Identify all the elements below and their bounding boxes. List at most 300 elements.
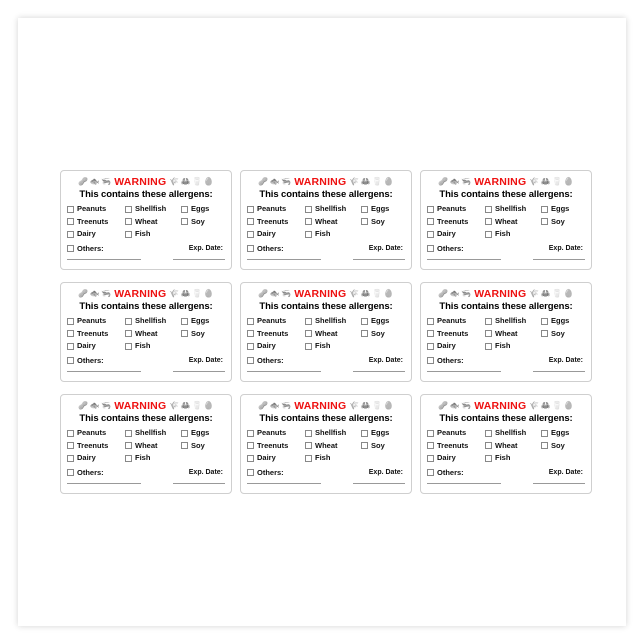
wheat-icon: 🌾 xyxy=(349,177,360,186)
label-subtitle: This contains these allergens: xyxy=(439,413,573,424)
allergen-item-dairy[interactable] xyxy=(427,340,485,353)
exp-date-write-line[interactable] xyxy=(173,483,225,484)
allergen-item-peanuts[interactable] xyxy=(427,315,485,328)
allergen-item-eggs[interactable] xyxy=(361,427,407,440)
checkbox-peanuts[interactable] xyxy=(427,430,434,437)
allergen-warning-label[interactable] xyxy=(420,394,592,494)
allergen-warning-label[interactable] xyxy=(60,282,232,382)
allergen-item-soy[interactable] xyxy=(361,216,407,229)
label-cell[interactable] xyxy=(416,388,596,500)
exp-date-write-line[interactable] xyxy=(533,259,585,260)
allergen-item-treenuts[interactable] xyxy=(427,328,485,341)
allergen-item-eggs[interactable] xyxy=(541,427,587,440)
exp-date-write-line[interactable] xyxy=(533,483,585,484)
checkbox-eggs[interactable] xyxy=(541,430,548,437)
others-write-line[interactable] xyxy=(427,259,501,260)
allergen-warning-label[interactable] xyxy=(240,170,412,270)
others-row xyxy=(67,356,225,365)
allergen-label: Treenuts xyxy=(257,440,289,450)
peanut-icon: 🥜 xyxy=(258,177,269,186)
allergen-label: Wheat xyxy=(315,328,338,338)
allergen-item-fish[interactable] xyxy=(125,340,181,353)
fish-icon: 🐟 xyxy=(89,401,100,410)
checkbox-soy[interactable] xyxy=(361,330,368,337)
allergen-label: Treenuts xyxy=(77,216,109,226)
allergen-item-treenuts[interactable] xyxy=(67,440,125,453)
checkbox-treenuts[interactable] xyxy=(427,218,434,225)
others-row xyxy=(67,244,225,253)
allergen-item-peanuts[interactable] xyxy=(427,427,485,440)
allergen-item-peanuts[interactable] xyxy=(427,203,485,216)
allergen-label: Treenuts xyxy=(257,216,289,226)
allergen-item-peanuts[interactable] xyxy=(67,427,125,440)
allergen-item-dairy[interactable] xyxy=(427,228,485,241)
warning-text: WARNING xyxy=(114,288,167,300)
allergen-item-fish[interactable] xyxy=(305,452,361,465)
checkbox-shellfish[interactable] xyxy=(125,430,132,437)
checkbox-others[interactable] xyxy=(427,245,434,252)
allergen-checklist xyxy=(67,427,225,465)
allergen-label: Wheat xyxy=(495,440,518,450)
allergen-label: Dairy xyxy=(77,341,96,351)
allergen-checklist xyxy=(67,315,225,353)
checkbox-wheat[interactable] xyxy=(125,218,132,225)
allergen-label: Soy xyxy=(371,328,385,338)
checkbox-eggs[interactable] xyxy=(361,430,368,437)
checkbox-soy[interactable] xyxy=(181,218,188,225)
milk-icon: 🥛 xyxy=(372,401,383,410)
allergen-item-soy[interactable] xyxy=(361,328,407,341)
allergen-icons-left xyxy=(438,402,471,410)
checkbox-soy[interactable] xyxy=(181,330,188,337)
checkbox-treenuts[interactable] xyxy=(67,330,74,337)
allergen-label: Fish xyxy=(315,453,331,463)
allergen-item-soy[interactable] xyxy=(181,328,227,341)
allergen-item-wheat[interactable] xyxy=(305,216,361,229)
allergen-item-dairy[interactable] xyxy=(67,340,125,353)
allergen-item-shellfish[interactable] xyxy=(305,427,361,440)
allergen-warning-label[interactable] xyxy=(420,282,592,382)
allergen-item-fish[interactable] xyxy=(485,228,541,241)
allergen-item-treenuts[interactable] xyxy=(247,440,305,453)
allergen-item-shellfish[interactable] xyxy=(305,203,361,216)
allergen-item-eggs[interactable] xyxy=(361,315,407,328)
allergen-label: Peanuts xyxy=(437,316,467,326)
allergen-label: Dairy xyxy=(437,341,456,351)
checkbox-dairy[interactable] xyxy=(67,343,74,350)
checkbox-eggs[interactable] xyxy=(361,318,368,325)
fish-icon: 🐟 xyxy=(449,177,460,186)
checkbox-others[interactable] xyxy=(247,469,254,476)
allergen-item-dairy[interactable] xyxy=(247,228,305,241)
others-label: Others: xyxy=(77,467,104,477)
allergen-label: Shellfish xyxy=(135,316,167,326)
allergen-item-soy[interactable] xyxy=(361,440,407,453)
checkbox-dairy[interactable] xyxy=(67,455,74,462)
allergen-label: Soy xyxy=(551,440,565,450)
others-label: Others: xyxy=(257,467,284,477)
allergen-label: Wheat xyxy=(135,328,158,338)
checkbox-eggs[interactable] xyxy=(541,318,548,325)
allergen-item-wheat[interactable] xyxy=(485,440,541,453)
allergen-warning-label[interactable] xyxy=(420,170,592,270)
allergen-item-soy[interactable] xyxy=(181,440,227,453)
wheat-icon: 🌾 xyxy=(169,177,180,186)
others-field[interactable] xyxy=(247,468,284,477)
allergen-label: Soy xyxy=(191,216,205,226)
allergen-item-soy[interactable] xyxy=(181,216,227,229)
label-cell[interactable] xyxy=(56,164,236,276)
allergen-item-dairy[interactable] xyxy=(67,452,125,465)
allergen-label: Shellfish xyxy=(495,204,527,214)
write-in-lines xyxy=(67,483,225,484)
allergen-icons-right xyxy=(529,178,573,186)
others-write-line[interactable] xyxy=(427,371,501,372)
allergen-item-shellfish[interactable] xyxy=(485,427,541,440)
allergen-icons-left xyxy=(78,178,111,186)
allergen-item-treenuts[interactable] xyxy=(247,328,305,341)
allergen-item-wheat[interactable] xyxy=(125,216,181,229)
allergen-label: Fish xyxy=(495,341,511,351)
checkbox-peanuts[interactable] xyxy=(427,206,434,213)
allergen-item-soy[interactable] xyxy=(541,328,587,341)
allergen-label: Shellfish xyxy=(135,428,167,438)
exp-date-write-line[interactable] xyxy=(353,259,405,260)
allergen-item-shellfish[interactable] xyxy=(125,315,181,328)
write-in-lines xyxy=(247,371,405,372)
allergen-warning-label[interactable] xyxy=(60,394,232,494)
allergen-label: Peanuts xyxy=(77,428,107,438)
others-write-line[interactable] xyxy=(247,259,321,260)
others-field[interactable] xyxy=(427,468,464,477)
warning-text: WARNING xyxy=(294,400,347,412)
checkbox-dairy[interactable] xyxy=(247,343,254,350)
allergen-label: Shellfish xyxy=(495,428,527,438)
allergen-item-wheat[interactable] xyxy=(485,216,541,229)
write-in-lines xyxy=(67,371,225,372)
write-in-lines xyxy=(427,371,585,372)
allergen-warning-label[interactable] xyxy=(240,282,412,382)
checkbox-wheat[interactable] xyxy=(305,218,312,225)
allergen-label: Treenuts xyxy=(437,328,469,338)
exp-date-write-line[interactable] xyxy=(173,259,225,260)
allergen-label: Soy xyxy=(371,216,385,226)
allergen-item-empty xyxy=(361,228,407,241)
checkbox-fish[interactable] xyxy=(305,231,312,238)
egg-icon: 🥚 xyxy=(203,401,214,410)
checkbox-treenuts[interactable] xyxy=(427,442,434,449)
checkbox-eggs[interactable] xyxy=(541,206,548,213)
checkbox-dairy[interactable] xyxy=(67,231,74,238)
exp-date-write-line[interactable] xyxy=(353,483,405,484)
allergen-item-empty xyxy=(181,228,227,241)
allergen-item-shellfish[interactable] xyxy=(485,203,541,216)
allergen-label: Soy xyxy=(191,328,205,338)
allergen-checklist xyxy=(247,427,405,465)
label-header xyxy=(427,176,585,188)
checkbox-others[interactable] xyxy=(427,357,434,364)
others-write-line[interactable] xyxy=(67,371,141,372)
checkbox-eggs[interactable] xyxy=(181,206,188,213)
allergen-item-soy[interactable] xyxy=(541,440,587,453)
checkbox-soy[interactable] xyxy=(181,442,188,449)
allergen-item-dairy[interactable] xyxy=(67,228,125,241)
others-field[interactable] xyxy=(427,244,464,253)
warning-text: WARNING xyxy=(474,400,527,412)
allergen-item-eggs[interactable] xyxy=(361,203,407,216)
allergen-label: Eggs xyxy=(551,316,570,326)
allergen-item-soy[interactable] xyxy=(541,216,587,229)
allergen-item-wheat[interactable] xyxy=(305,328,361,341)
checkbox-treenuts[interactable] xyxy=(427,330,434,337)
checkbox-fish[interactable] xyxy=(485,455,492,462)
exp-date-write-line[interactable] xyxy=(173,371,225,372)
allergen-item-shellfish[interactable] xyxy=(125,427,181,440)
exp-date-label: Exp. Date: xyxy=(368,468,403,476)
checkbox-others[interactable] xyxy=(427,469,434,476)
checkbox-shellfish[interactable] xyxy=(305,430,312,437)
sticker-sheet xyxy=(18,18,626,626)
allergen-item-eggs[interactable] xyxy=(181,315,227,328)
wheat-icon: 🌾 xyxy=(169,289,180,298)
label-cell[interactable] xyxy=(416,276,596,388)
checkbox-soy[interactable] xyxy=(541,442,548,449)
allergen-label: Soy xyxy=(371,440,385,450)
others-label: Others: xyxy=(257,243,284,253)
allergen-item-wheat[interactable] xyxy=(125,440,181,453)
others-label: Others: xyxy=(77,355,104,365)
checkbox-soy[interactable] xyxy=(361,442,368,449)
allergen-label: Soy xyxy=(551,328,565,338)
checkbox-shellfish[interactable] xyxy=(125,206,132,213)
checkbox-dairy[interactable] xyxy=(247,455,254,462)
label-header xyxy=(67,176,225,188)
shrimp-icon: 🦐 xyxy=(461,401,472,410)
allergen-item-shellfish[interactable] xyxy=(125,203,181,216)
label-subtitle: This contains these allergens: xyxy=(439,189,573,200)
checkbox-shellfish[interactable] xyxy=(125,318,132,325)
label-cell[interactable] xyxy=(56,276,236,388)
wheat-icon: 🌾 xyxy=(349,289,360,298)
allergen-item-treenuts[interactable] xyxy=(67,328,125,341)
checkbox-wheat[interactable] xyxy=(485,330,492,337)
checkbox-fish[interactable] xyxy=(125,343,132,350)
allergen-label: Fish xyxy=(315,341,331,351)
allergen-item-peanuts[interactable] xyxy=(67,203,125,216)
others-write-line[interactable] xyxy=(67,483,141,484)
allergen-item-shellfish[interactable] xyxy=(305,315,361,328)
checkbox-fish[interactable] xyxy=(485,231,492,238)
checkbox-shellfish[interactable] xyxy=(485,318,492,325)
allergen-item-treenuts[interactable] xyxy=(427,216,485,229)
allergen-item-fish[interactable] xyxy=(125,452,181,465)
allergen-warning-label[interactable] xyxy=(240,394,412,494)
checkbox-treenuts[interactable] xyxy=(67,218,74,225)
allergen-item-fish[interactable] xyxy=(485,452,541,465)
allergen-item-fish[interactable] xyxy=(125,228,181,241)
allergen-item-peanuts[interactable] xyxy=(247,427,305,440)
allergen-item-dairy[interactable] xyxy=(247,452,305,465)
label-subtitle: This contains these allergens: xyxy=(259,413,393,424)
allergen-item-treenuts[interactable] xyxy=(247,216,305,229)
others-field[interactable] xyxy=(247,356,284,365)
checkbox-shellfish[interactable] xyxy=(485,430,492,437)
checkbox-soy[interactable] xyxy=(361,218,368,225)
others-field[interactable] xyxy=(67,468,104,477)
allergen-item-wheat[interactable] xyxy=(485,328,541,341)
checkbox-shellfish[interactable] xyxy=(485,206,492,213)
checkbox-dairy[interactable] xyxy=(247,231,254,238)
label-header xyxy=(67,288,225,300)
checkbox-soy[interactable] xyxy=(541,218,548,225)
checkbox-peanuts[interactable] xyxy=(427,318,434,325)
allergen-icons-right xyxy=(349,402,393,410)
allergen-label: Wheat xyxy=(135,440,158,450)
allergen-icons-left xyxy=(258,290,291,298)
others-write-line[interactable] xyxy=(427,483,501,484)
allergen-warning-label[interactable] xyxy=(60,170,232,270)
label-header xyxy=(427,400,585,412)
exp-date-label: Exp. Date: xyxy=(548,356,583,364)
checkbox-eggs[interactable] xyxy=(181,318,188,325)
checkbox-peanuts[interactable] xyxy=(247,318,254,325)
label-header xyxy=(67,400,225,412)
write-in-lines xyxy=(247,259,405,260)
exp-date-write-line[interactable] xyxy=(533,371,585,372)
exp-date-label: Exp. Date: xyxy=(548,244,583,252)
checkbox-wheat[interactable] xyxy=(305,330,312,337)
others-write-line[interactable] xyxy=(67,259,141,260)
others-field[interactable] xyxy=(67,244,104,253)
checkbox-treenuts[interactable] xyxy=(247,330,254,337)
others-write-line[interactable] xyxy=(247,483,321,484)
allergen-checklist xyxy=(67,203,225,241)
others-field[interactable] xyxy=(427,356,464,365)
allergen-item-empty xyxy=(541,228,587,241)
allergen-item-fish[interactable] xyxy=(485,340,541,353)
others-field[interactable] xyxy=(67,356,104,365)
milk-icon: 🥛 xyxy=(192,289,203,298)
allergen-item-eggs[interactable] xyxy=(181,427,227,440)
allergen-item-dairy[interactable] xyxy=(247,340,305,353)
checkbox-fish[interactable] xyxy=(125,231,132,238)
allergen-label: Soy xyxy=(551,216,565,226)
checkbox-dairy[interactable] xyxy=(427,343,434,350)
checkbox-fish[interactable] xyxy=(485,343,492,350)
allergen-item-fish[interactable] xyxy=(305,228,361,241)
checkbox-fish[interactable] xyxy=(305,455,312,462)
checkbox-eggs[interactable] xyxy=(181,430,188,437)
allergen-item-shellfish[interactable] xyxy=(485,315,541,328)
label-cell[interactable] xyxy=(56,388,236,500)
checkbox-shellfish[interactable] xyxy=(305,206,312,213)
allergen-icons-right xyxy=(169,178,213,186)
checkbox-soy[interactable] xyxy=(541,330,548,337)
allergen-item-eggs[interactable] xyxy=(541,203,587,216)
checkbox-eggs[interactable] xyxy=(361,206,368,213)
allergen-label: Wheat xyxy=(135,216,158,226)
checkbox-treenuts[interactable] xyxy=(67,442,74,449)
checkbox-peanuts[interactable] xyxy=(247,206,254,213)
milk-icon: 🥛 xyxy=(552,401,563,410)
allergen-label: Peanuts xyxy=(77,204,107,214)
checkbox-fish[interactable] xyxy=(305,343,312,350)
allergen-item-wheat[interactable] xyxy=(305,440,361,453)
allergen-item-empty xyxy=(181,452,227,465)
egg-icon: 🥚 xyxy=(203,177,214,186)
allergen-item-dairy[interactable] xyxy=(427,452,485,465)
checkbox-peanuts[interactable] xyxy=(67,318,74,325)
checkbox-fish[interactable] xyxy=(125,455,132,462)
checkbox-treenuts[interactable] xyxy=(247,442,254,449)
wheat-icon: 🌾 xyxy=(529,177,540,186)
egg-icon: 🥚 xyxy=(203,289,214,298)
allergen-label: Shellfish xyxy=(135,204,167,214)
checkbox-dairy[interactable] xyxy=(427,455,434,462)
label-subtitle: This contains these allergens: xyxy=(79,413,213,424)
allergen-item-wheat[interactable] xyxy=(125,328,181,341)
write-in-lines xyxy=(427,259,585,260)
allergen-item-eggs[interactable] xyxy=(181,203,227,216)
others-write-line[interactable] xyxy=(247,371,321,372)
allergen-item-fish[interactable] xyxy=(305,340,361,353)
allergen-item-peanuts[interactable] xyxy=(247,315,305,328)
checkbox-wheat[interactable] xyxy=(125,330,132,337)
label-cell[interactable] xyxy=(236,164,416,276)
fish-icon: 🐟 xyxy=(269,401,280,410)
warning-text: WARNING xyxy=(294,176,347,188)
allergen-label: Peanuts xyxy=(77,316,107,326)
checkbox-shellfish[interactable] xyxy=(305,318,312,325)
checkbox-peanuts[interactable] xyxy=(67,430,74,437)
checkbox-wheat[interactable] xyxy=(125,442,132,449)
allergen-label: Treenuts xyxy=(77,328,109,338)
checkbox-wheat[interactable] xyxy=(485,218,492,225)
allergen-item-empty xyxy=(181,340,227,353)
label-cell[interactable] xyxy=(416,164,596,276)
allergen-item-peanuts[interactable] xyxy=(67,315,125,328)
checkbox-treenuts[interactable] xyxy=(247,218,254,225)
checkbox-wheat[interactable] xyxy=(305,442,312,449)
exp-date-label: Exp. Date: xyxy=(548,468,583,476)
allergen-item-peanuts[interactable] xyxy=(247,203,305,216)
allergen-label: Dairy xyxy=(257,453,276,463)
checkbox-peanuts[interactable] xyxy=(67,206,74,213)
label-cell[interactable] xyxy=(236,388,416,500)
checkbox-wheat[interactable] xyxy=(485,442,492,449)
allergen-item-treenuts[interactable] xyxy=(67,216,125,229)
others-field[interactable] xyxy=(247,244,284,253)
allergen-item-treenuts[interactable] xyxy=(427,440,485,453)
allergen-icons-left xyxy=(438,290,471,298)
label-cell[interactable] xyxy=(236,276,416,388)
checkbox-peanuts[interactable] xyxy=(247,430,254,437)
shellfish-icon: 🦀 xyxy=(180,177,191,186)
checkbox-others[interactable] xyxy=(247,357,254,364)
shrimp-icon: 🦐 xyxy=(101,401,112,410)
allergen-label: Dairy xyxy=(437,229,456,239)
checkbox-others[interactable] xyxy=(67,245,74,252)
checkbox-others[interactable] xyxy=(67,357,74,364)
exp-date-write-line[interactable] xyxy=(353,371,405,372)
checkbox-dairy[interactable] xyxy=(427,231,434,238)
label-subtitle: This contains these allergens: xyxy=(439,301,573,312)
milk-icon: 🥛 xyxy=(372,289,383,298)
allergen-icons-left xyxy=(78,402,111,410)
checkbox-others[interactable] xyxy=(67,469,74,476)
allergen-item-eggs[interactable] xyxy=(541,315,587,328)
checkbox-others[interactable] xyxy=(247,245,254,252)
